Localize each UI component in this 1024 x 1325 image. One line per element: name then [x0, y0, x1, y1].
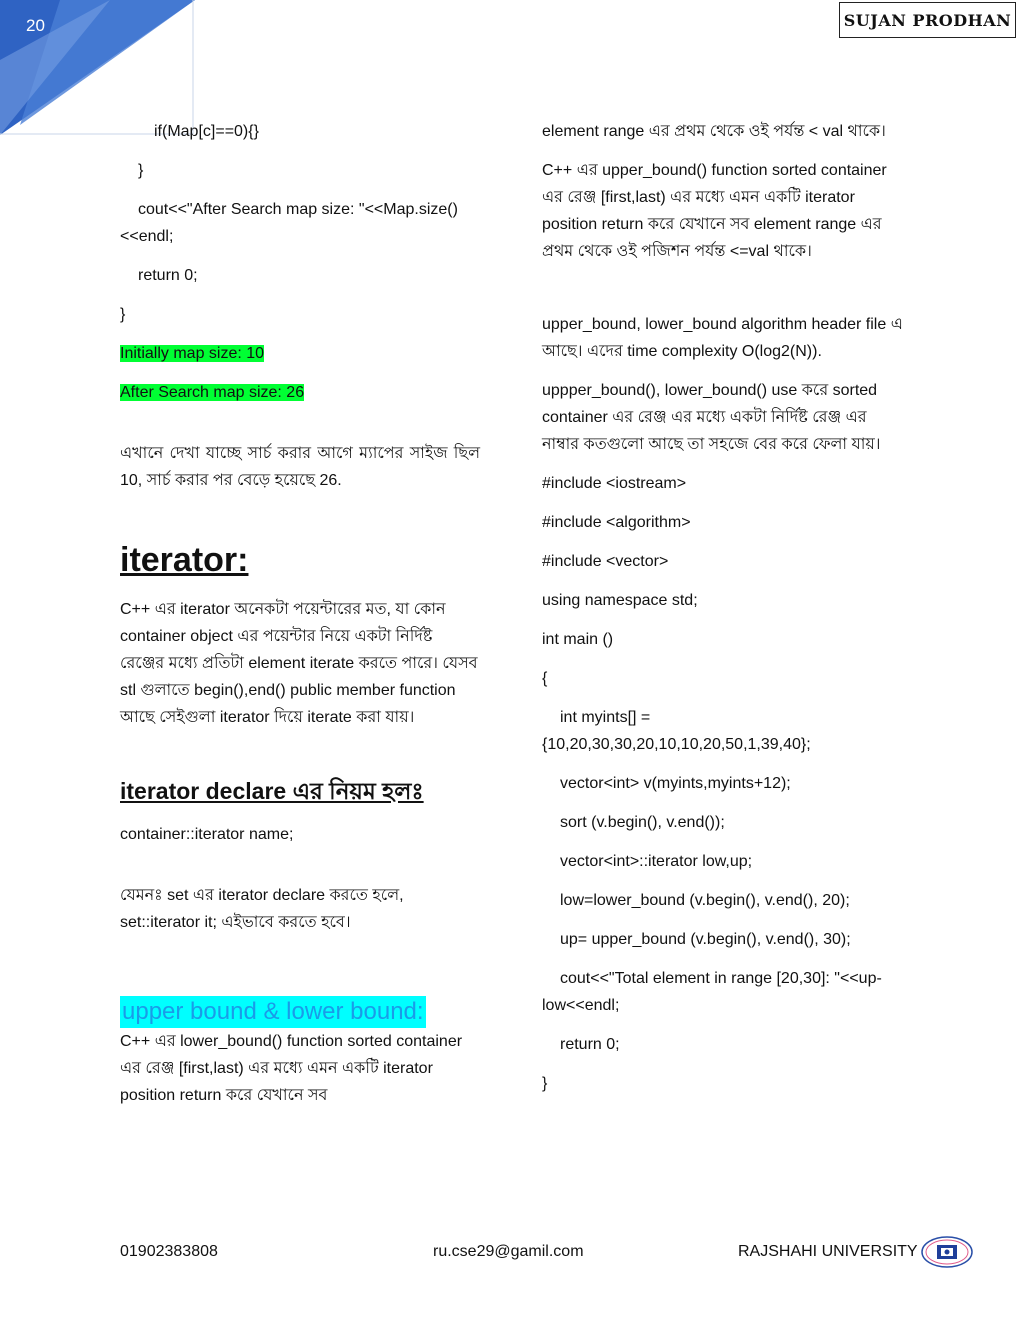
- code-line: if(Map[c]==0){}: [154, 123, 259, 140]
- declare-heading: iterator declare এর নিয়ম হলঃ: [120, 778, 424, 804]
- code-line: {: [542, 670, 548, 687]
- upper-bound-text: C++ এর upper_bound() function sorted container এর রেঞ্জ [first,last) এর মধ্যে এমন একটি iterator position return করে যেখানে সব element range এর প্রথম থেকে ওই পজিশন পর্যন্ত <=val থাকে।: [542, 162, 887, 260]
- code-line: up= upper_bound (v.begin(), v.end(), 30);: [560, 931, 851, 948]
- right-column: [542, 118, 904, 1109]
- code-line: }: [542, 1075, 548, 1092]
- page-number: 20: [26, 16, 45, 35]
- iterator-text: C++ এর iterator অনেকটা পয়েন্টারের মত, যা কোন container object এর পয়েন্টার নিয়ে একটা নির্দিষ্ট রেঞ্জের মধ্যে প্রতিটা element iterate করতে পারে। যেসব stl গুলাতে begin(),end() public member function আছে সেইগুলা iterator দিয়ে iterate করা যায়।: [120, 601, 478, 726]
- output-line: After Search map size: 26: [120, 384, 305, 401]
- bound-heading: upper bound & lower bound:: [120, 996, 426, 1028]
- code-line: }: [138, 162, 144, 179]
- declare-syntax: container::iterator name;: [120, 826, 294, 843]
- declare-example: যেমনঃ set এর iterator declare করতে হলে, set::iterator it; এইভাবে করতে হবে।: [120, 887, 404, 931]
- code-line: #include <algorithm>: [542, 514, 691, 531]
- code-line: vector<int>::iterator low,up;: [560, 853, 753, 870]
- code-line: int main (): [542, 631, 614, 648]
- code-line: using namespace std;: [542, 592, 698, 609]
- footer-email: ru.cse29@gamil.com: [433, 1243, 584, 1260]
- code-line: cout<<"Total element in range [20,30]: "<<up-low<<endl;: [542, 970, 882, 1014]
- code-line: low=lower_bound (v.begin(), v.end(), 20);: [560, 892, 850, 909]
- explanation-text: এখানে দেখা যাচ্ছে সার্চ করার আগে ম্যাপের সাইজ ছিল 10, সার্চ করার পর বেড়ে হয়েছে 26.: [120, 445, 480, 489]
- code-line: }: [120, 306, 126, 323]
- footer-phone: 01902383808: [120, 1243, 218, 1260]
- usage-note: uppper_bound(), lower_bound() use করে sorted container এর রেঞ্জ এর মধ্যে একটা নির্দিষ্ট রেঞ্জ এর নাম্বার কতগুলো আছে তা সহজে বের করে ফেলা যায়।: [542, 382, 881, 453]
- author-name: SUJAN PRODHAN: [839, 2, 1016, 38]
- code-line: return 0;: [560, 1036, 620, 1053]
- code-line: #include <iostream>: [542, 475, 687, 492]
- output-line: Initially map size: 10: [120, 345, 265, 362]
- lower-bound-text: C++ এর lower_bound() function sorted container এর রেঞ্জ [first,last) এর মধ্যে এমন একটি iterator position return করে যেখানে সব: [120, 1033, 463, 1104]
- lower-bound-continued: element range এর প্রথম থেকে ওই পর্যন্ত < val থাকে।: [542, 123, 886, 140]
- iterator-heading: iterator:: [120, 541, 249, 579]
- code-line: cout<<"After Search map size: "<<Map.size()<<endl;: [120, 201, 458, 245]
- code-line: return 0;: [138, 267, 198, 284]
- university-logo-icon: [920, 1235, 974, 1269]
- code-line: int myints[] = {10,20,30,30,20,10,10,20,50,1,39,40};: [542, 709, 811, 753]
- code-line: sort (v.begin(), v.end());: [560, 814, 725, 831]
- code-line: #include <vector>: [542, 553, 669, 570]
- footer-university: RAJSHAHI UNIVERSITY: [738, 1243, 918, 1260]
- code-line: vector<int> v(myints,myints+12);: [560, 775, 791, 792]
- header-note: upper_bound, lower_bound algorithm header file এ আছে। এদের time complexity O(log2(N)).: [542, 316, 903, 360]
- left-column: [120, 118, 480, 1121]
